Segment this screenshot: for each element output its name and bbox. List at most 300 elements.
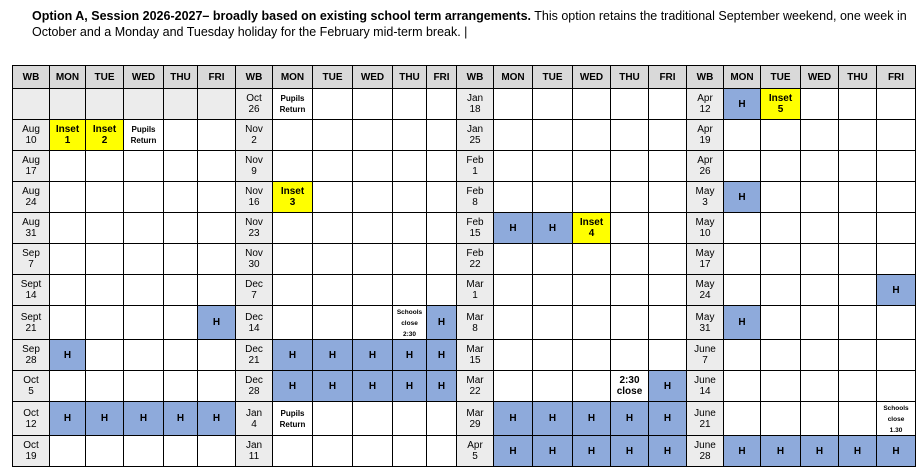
cell-text: H bbox=[100, 413, 109, 424]
day-cell bbox=[611, 120, 649, 151]
holiday-cell bbox=[393, 340, 427, 371]
day-cell bbox=[50, 306, 86, 340]
inset-day-cell bbox=[761, 89, 801, 120]
empty-grey-cell bbox=[86, 89, 124, 120]
holiday-cell bbox=[801, 436, 839, 467]
holiday-cell bbox=[198, 402, 236, 436]
cell-text: H bbox=[587, 413, 596, 424]
header-mon: MON bbox=[273, 66, 313, 89]
holiday-cell bbox=[877, 275, 916, 306]
day-cell bbox=[313, 182, 353, 213]
cell-text: Aug 24 bbox=[22, 186, 40, 208]
day-cell bbox=[164, 244, 198, 275]
day-cell bbox=[649, 306, 687, 340]
day-cell bbox=[313, 213, 353, 244]
day-cell bbox=[427, 89, 457, 120]
day-cell bbox=[393, 89, 427, 120]
day-cell bbox=[649, 244, 687, 275]
day-cell bbox=[198, 275, 236, 306]
cell-text: Inset 5 bbox=[768, 93, 793, 115]
week-beginning-cell bbox=[457, 120, 494, 151]
header-wb: WB bbox=[236, 66, 273, 89]
cell-text: H bbox=[437, 380, 446, 392]
week-beginning-cell bbox=[13, 402, 50, 436]
cell-text: Inset 3 bbox=[280, 186, 305, 208]
week-beginning-cell bbox=[13, 213, 50, 244]
cell-text: Nov 30 bbox=[245, 248, 263, 270]
day-cell bbox=[393, 436, 427, 467]
empty-grey-cell bbox=[50, 89, 86, 120]
cell-text: Feb 8 bbox=[466, 186, 484, 208]
cell-text: Feb 22 bbox=[466, 248, 484, 270]
week-beginning-cell bbox=[236, 306, 273, 340]
holiday-cell bbox=[724, 306, 761, 340]
table-row bbox=[13, 402, 916, 436]
cell-text: Sept 14 bbox=[20, 279, 42, 301]
cell-text: May 31 bbox=[695, 311, 715, 334]
day-cell bbox=[494, 120, 533, 151]
day-cell bbox=[611, 89, 649, 120]
day-cell bbox=[198, 436, 236, 467]
week-beginning-cell bbox=[457, 182, 494, 213]
day-cell bbox=[273, 275, 313, 306]
header-thu: THU bbox=[164, 66, 198, 89]
day-cell bbox=[313, 402, 353, 436]
header-thu: THU bbox=[611, 66, 649, 89]
cell-text: H bbox=[288, 349, 297, 361]
table-row bbox=[13, 151, 916, 182]
cell-text: H bbox=[288, 380, 297, 392]
day-cell bbox=[124, 340, 164, 371]
header-tue: TUE bbox=[761, 66, 801, 89]
week-beginning-cell bbox=[687, 340, 724, 371]
term-calendar-table bbox=[12, 65, 916, 467]
holiday-cell bbox=[124, 402, 164, 436]
cell-text: Nov 2 bbox=[245, 124, 263, 146]
inset-day-cell bbox=[50, 120, 86, 151]
day-cell bbox=[533, 120, 573, 151]
holiday-cell bbox=[427, 371, 457, 402]
day-cell bbox=[533, 275, 573, 306]
day-cell bbox=[164, 151, 198, 182]
cell-text: Jan 18 bbox=[466, 93, 484, 115]
cell-text: Mar 8 bbox=[466, 311, 484, 334]
cell-text: Oct 19 bbox=[23, 440, 39, 462]
cell-text: Aug 17 bbox=[22, 155, 40, 177]
cell-text: H bbox=[738, 98, 746, 110]
cell-text: H bbox=[548, 445, 557, 457]
inset-day-cell bbox=[86, 120, 124, 151]
holiday-cell bbox=[611, 436, 649, 467]
day-cell bbox=[573, 306, 611, 340]
day-cell bbox=[877, 371, 916, 402]
header-thu: THU bbox=[393, 66, 427, 89]
day-cell bbox=[761, 275, 801, 306]
day-cell bbox=[494, 89, 533, 120]
day-cell bbox=[533, 306, 573, 340]
day-cell bbox=[198, 120, 236, 151]
day-cell bbox=[533, 151, 573, 182]
cell-text: Aug 10 bbox=[22, 124, 40, 146]
cell-text: H bbox=[587, 445, 596, 457]
day-cell bbox=[611, 213, 649, 244]
holiday-cell bbox=[724, 182, 761, 213]
day-cell bbox=[611, 306, 649, 340]
day-cell bbox=[86, 213, 124, 244]
day-cell bbox=[494, 151, 533, 182]
day-cell bbox=[427, 275, 457, 306]
cell-text: Oct 12 bbox=[23, 407, 39, 430]
day-cell bbox=[761, 306, 801, 340]
day-cell bbox=[124, 275, 164, 306]
day-cell bbox=[494, 371, 533, 402]
cell-text: H bbox=[405, 380, 414, 392]
header-tue: TUE bbox=[86, 66, 124, 89]
week-beginning-cell bbox=[13, 120, 50, 151]
week-beginning-cell bbox=[236, 244, 273, 275]
header-mon: MON bbox=[724, 66, 761, 89]
day-cell bbox=[611, 275, 649, 306]
day-cell bbox=[124, 306, 164, 340]
cell-text: H bbox=[212, 317, 221, 328]
cell-text: Mar 1 bbox=[466, 279, 484, 301]
week-beginning-cell bbox=[687, 306, 724, 340]
cell-text: Oct 26 bbox=[246, 93, 262, 115]
day-cell bbox=[313, 306, 353, 340]
cell-text: Feb 15 bbox=[466, 217, 484, 239]
holiday-cell bbox=[533, 402, 573, 436]
day-cell bbox=[198, 213, 236, 244]
day-cell bbox=[839, 89, 877, 120]
week-beginning-cell bbox=[687, 371, 724, 402]
day-cell bbox=[353, 402, 393, 436]
day-cell bbox=[877, 182, 916, 213]
day-cell bbox=[649, 151, 687, 182]
day-cell bbox=[353, 213, 393, 244]
cell-text: H bbox=[548, 413, 557, 424]
day-cell bbox=[761, 182, 801, 213]
day-cell bbox=[353, 436, 393, 467]
day-cell bbox=[313, 89, 353, 120]
day-cell bbox=[761, 402, 801, 436]
cell-text: 2:30 close bbox=[616, 375, 643, 397]
holiday-cell bbox=[761, 436, 801, 467]
day-cell bbox=[164, 371, 198, 402]
inset-day-cell bbox=[273, 182, 313, 213]
day-cell bbox=[801, 213, 839, 244]
table-row bbox=[13, 182, 916, 213]
day-cell bbox=[801, 120, 839, 151]
week-beginning-cell bbox=[236, 436, 273, 467]
day-cell bbox=[839, 213, 877, 244]
cell-text: H bbox=[368, 380, 377, 392]
cell-text: H bbox=[663, 380, 672, 392]
day-cell bbox=[761, 120, 801, 151]
day-cell bbox=[124, 213, 164, 244]
day-cell bbox=[273, 436, 313, 467]
cell-text: H bbox=[892, 284, 900, 296]
header-row bbox=[13, 66, 916, 89]
day-cell bbox=[573, 89, 611, 120]
day-cell bbox=[839, 275, 877, 306]
header-fri: FRI bbox=[649, 66, 687, 89]
holiday-cell bbox=[393, 371, 427, 402]
table-row bbox=[13, 371, 916, 402]
week-beginning-cell bbox=[457, 151, 494, 182]
week-beginning-cell bbox=[13, 151, 50, 182]
day-cell bbox=[50, 151, 86, 182]
cell-text: H bbox=[212, 413, 221, 424]
day-cell bbox=[649, 340, 687, 371]
day-cell bbox=[198, 182, 236, 213]
day-cell bbox=[86, 151, 124, 182]
day-cell bbox=[533, 89, 573, 120]
cell-text: Apr 5 bbox=[467, 440, 483, 462]
header-tue: TUE bbox=[533, 66, 573, 89]
week-beginning-cell bbox=[236, 182, 273, 213]
holiday-cell bbox=[533, 436, 573, 467]
cell-text: H bbox=[63, 413, 72, 424]
day-cell bbox=[877, 213, 916, 244]
cell-text: June 14 bbox=[694, 375, 716, 397]
intro-text: This option retains the traditional September weekend, one week in October and a Monday and Tuesday holiday for the February mid-term break. bbox=[32, 9, 907, 39]
holiday-cell bbox=[86, 402, 124, 436]
cell-text: Sep 28 bbox=[22, 344, 40, 366]
cell-text: Oct 5 bbox=[23, 375, 39, 397]
holiday-cell bbox=[273, 340, 313, 371]
table-row bbox=[13, 340, 916, 371]
header-mon: MON bbox=[494, 66, 533, 89]
day-cell bbox=[124, 436, 164, 467]
cell-text: Nov 16 bbox=[245, 186, 263, 208]
day-cell bbox=[611, 340, 649, 371]
day-cell bbox=[877, 244, 916, 275]
cell-text: H bbox=[625, 413, 634, 424]
cell-text: Jan 11 bbox=[245, 440, 263, 462]
day-cell bbox=[649, 213, 687, 244]
cell-text: Inset 1 bbox=[55, 124, 80, 146]
week-beginning-cell bbox=[457, 306, 494, 340]
day-cell bbox=[393, 151, 427, 182]
day-cell bbox=[724, 371, 761, 402]
week-beginning-cell bbox=[236, 275, 273, 306]
day-cell bbox=[573, 182, 611, 213]
day-cell bbox=[50, 244, 86, 275]
cell-text: Mar 29 bbox=[466, 407, 484, 430]
text-cursor: | bbox=[460, 25, 468, 39]
day-cell bbox=[724, 151, 761, 182]
cell-text: Pupils Return bbox=[130, 125, 157, 145]
header-wed: WED bbox=[353, 66, 393, 89]
cell-text: H bbox=[663, 445, 672, 457]
header-wed: WED bbox=[124, 66, 164, 89]
empty-grey-cell bbox=[13, 89, 50, 120]
day-cell bbox=[611, 371, 649, 402]
day-cell bbox=[164, 182, 198, 213]
week-beginning-cell bbox=[687, 120, 724, 151]
day-cell bbox=[164, 306, 198, 340]
day-cell bbox=[427, 151, 457, 182]
holiday-cell bbox=[353, 340, 393, 371]
day-cell bbox=[427, 436, 457, 467]
inset-day-cell bbox=[573, 213, 611, 244]
day-cell bbox=[86, 340, 124, 371]
holiday-cell bbox=[494, 402, 533, 436]
cell-text: H bbox=[548, 222, 557, 234]
day-cell bbox=[573, 371, 611, 402]
day-cell bbox=[86, 275, 124, 306]
week-beginning-cell bbox=[13, 244, 50, 275]
cell-text: H bbox=[738, 445, 746, 457]
holiday-cell bbox=[533, 213, 573, 244]
day-cell bbox=[86, 244, 124, 275]
day-cell bbox=[273, 151, 313, 182]
empty-grey-cell bbox=[164, 89, 198, 120]
cell-text: H bbox=[405, 349, 414, 361]
table-row bbox=[13, 120, 916, 151]
day-cell bbox=[839, 402, 877, 436]
cell-text: May 3 bbox=[695, 186, 715, 208]
day-cell bbox=[164, 436, 198, 467]
day-cell bbox=[198, 244, 236, 275]
day-cell bbox=[353, 89, 393, 120]
cell-text: Dec 14 bbox=[245, 311, 263, 334]
holiday-cell bbox=[724, 436, 761, 467]
week-beginning-cell bbox=[687, 275, 724, 306]
day-cell bbox=[86, 436, 124, 467]
cell-text: Mar 15 bbox=[466, 344, 484, 366]
holiday-cell bbox=[877, 436, 916, 467]
cell-text: Pupils Return bbox=[279, 94, 306, 114]
cell-text: H bbox=[437, 349, 446, 361]
day-cell bbox=[761, 151, 801, 182]
day-cell bbox=[839, 120, 877, 151]
day-cell bbox=[573, 151, 611, 182]
day-cell bbox=[50, 182, 86, 213]
cell-text: June 21 bbox=[694, 407, 716, 430]
holiday-cell bbox=[273, 371, 313, 402]
holiday-cell bbox=[573, 402, 611, 436]
day-cell bbox=[877, 402, 916, 436]
day-cell bbox=[801, 244, 839, 275]
day-cell bbox=[494, 182, 533, 213]
day-cell bbox=[839, 244, 877, 275]
week-beginning-cell bbox=[236, 120, 273, 151]
holiday-cell bbox=[611, 402, 649, 436]
day-cell bbox=[198, 340, 236, 371]
day-cell bbox=[724, 120, 761, 151]
cell-text: H bbox=[738, 317, 746, 328]
table-row bbox=[13, 306, 916, 340]
holiday-cell bbox=[50, 402, 86, 436]
day-cell bbox=[649, 275, 687, 306]
holiday-cell bbox=[198, 306, 236, 340]
week-beginning-cell bbox=[236, 402, 273, 436]
cell-text: H bbox=[328, 349, 337, 361]
day-cell bbox=[164, 340, 198, 371]
cell-text: H bbox=[509, 222, 517, 234]
cell-text: H bbox=[815, 445, 824, 457]
holiday-cell bbox=[649, 371, 687, 402]
cell-text: H bbox=[892, 445, 900, 457]
day-cell bbox=[124, 371, 164, 402]
day-cell bbox=[198, 151, 236, 182]
holiday-cell bbox=[573, 436, 611, 467]
day-cell bbox=[801, 402, 839, 436]
cell-text: Nov 23 bbox=[245, 217, 263, 239]
header-fri: FRI bbox=[427, 66, 457, 89]
day-cell bbox=[801, 275, 839, 306]
cell-text: Inset 2 bbox=[92, 124, 117, 146]
day-cell bbox=[86, 182, 124, 213]
day-cell bbox=[50, 371, 86, 402]
week-beginning-cell bbox=[236, 371, 273, 402]
day-cell bbox=[124, 244, 164, 275]
day-cell bbox=[801, 182, 839, 213]
holiday-cell bbox=[313, 340, 353, 371]
cell-text: May 10 bbox=[695, 217, 715, 239]
cell-text: Pupils Return bbox=[279, 408, 306, 429]
day-cell bbox=[353, 306, 393, 340]
cell-text: Dec 7 bbox=[245, 279, 263, 301]
holiday-cell bbox=[427, 306, 457, 340]
week-beginning-cell bbox=[687, 151, 724, 182]
day-cell bbox=[533, 182, 573, 213]
table-row bbox=[13, 213, 916, 244]
cell-text: H bbox=[625, 445, 634, 457]
day-cell bbox=[273, 120, 313, 151]
day-cell bbox=[877, 306, 916, 340]
week-beginning-cell bbox=[457, 340, 494, 371]
day-cell bbox=[273, 244, 313, 275]
day-cell bbox=[427, 402, 457, 436]
day-cell bbox=[724, 213, 761, 244]
day-cell bbox=[86, 306, 124, 340]
cell-text: Schools close 1.30 bbox=[883, 405, 909, 434]
week-beginning-cell bbox=[236, 151, 273, 182]
day-cell bbox=[273, 306, 313, 340]
day-cell bbox=[393, 213, 427, 244]
day-cell bbox=[198, 371, 236, 402]
cell-text: H bbox=[139, 413, 148, 424]
day-cell bbox=[494, 275, 533, 306]
week-beginning-cell bbox=[457, 89, 494, 120]
day-cell bbox=[393, 182, 427, 213]
day-cell bbox=[124, 120, 164, 151]
day-cell bbox=[533, 340, 573, 371]
holiday-cell bbox=[353, 371, 393, 402]
header-wed: WED bbox=[801, 66, 839, 89]
cell-text: Schools close 2:30 bbox=[396, 309, 423, 338]
day-cell bbox=[839, 151, 877, 182]
week-beginning-cell bbox=[13, 436, 50, 467]
empty-grey-cell bbox=[124, 89, 164, 120]
day-cell bbox=[313, 151, 353, 182]
day-cell bbox=[273, 213, 313, 244]
week-beginning-cell bbox=[457, 371, 494, 402]
week-beginning-cell bbox=[687, 89, 724, 120]
week-beginning-cell bbox=[687, 402, 724, 436]
cell-text: H bbox=[776, 445, 785, 457]
cell-text: Jan 4 bbox=[245, 407, 263, 430]
day-cell bbox=[353, 244, 393, 275]
cell-text: Jan 25 bbox=[466, 124, 484, 146]
week-beginning-cell bbox=[236, 89, 273, 120]
cell-text: H bbox=[738, 191, 746, 203]
cell-text: H bbox=[63, 349, 72, 361]
day-cell bbox=[427, 213, 457, 244]
cell-text: Dec 28 bbox=[245, 375, 263, 397]
